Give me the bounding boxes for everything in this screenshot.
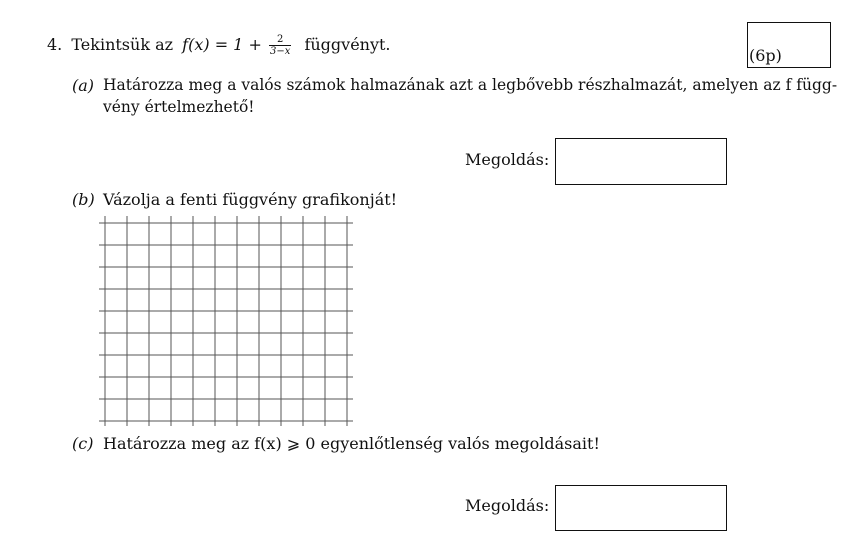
part-a-answer-box[interactable] — [555, 138, 727, 185]
part-b-text: Vázolja a fenti függvény grafikonját! — [103, 190, 398, 209]
points-label: (6p) — [749, 46, 782, 65]
part-a-line2: vény értelmezhető! — [103, 98, 255, 116]
part-a-label: (a) — [72, 76, 95, 95]
part-c-answer-label: Megoldás: — [465, 496, 550, 515]
points-box — [747, 22, 831, 68]
function-fraction — [269, 34, 291, 57]
problem-intro: Tekintsük az — [71, 35, 174, 54]
fraction-denominator: 3−x — [269, 46, 291, 57]
problem-number: 4. — [47, 35, 63, 54]
part-a-line1: Határozza meg a valós számok halmazának azt a legbővebb részhalmazát, amelyen az f függ- — [103, 76, 838, 94]
part-c-text: Határozza meg az f(x) ⩾ 0 egyenlőtlenség valós megoldásait! — [103, 434, 600, 453]
problem-intro-end: függvényt. — [304, 35, 391, 54]
function-lhs: f(x) = 1 + — [182, 35, 262, 54]
problem-header — [47, 34, 391, 57]
part-c-label: (c) — [72, 434, 94, 453]
graph-grid[interactable] — [99, 216, 353, 426]
part-c-answer-box[interactable] — [555, 485, 727, 531]
part-a-answer-label: Megoldás: — [465, 150, 550, 169]
part-b-label: (b) — [72, 190, 95, 209]
fraction-numerator: 2 — [269, 34, 291, 46]
